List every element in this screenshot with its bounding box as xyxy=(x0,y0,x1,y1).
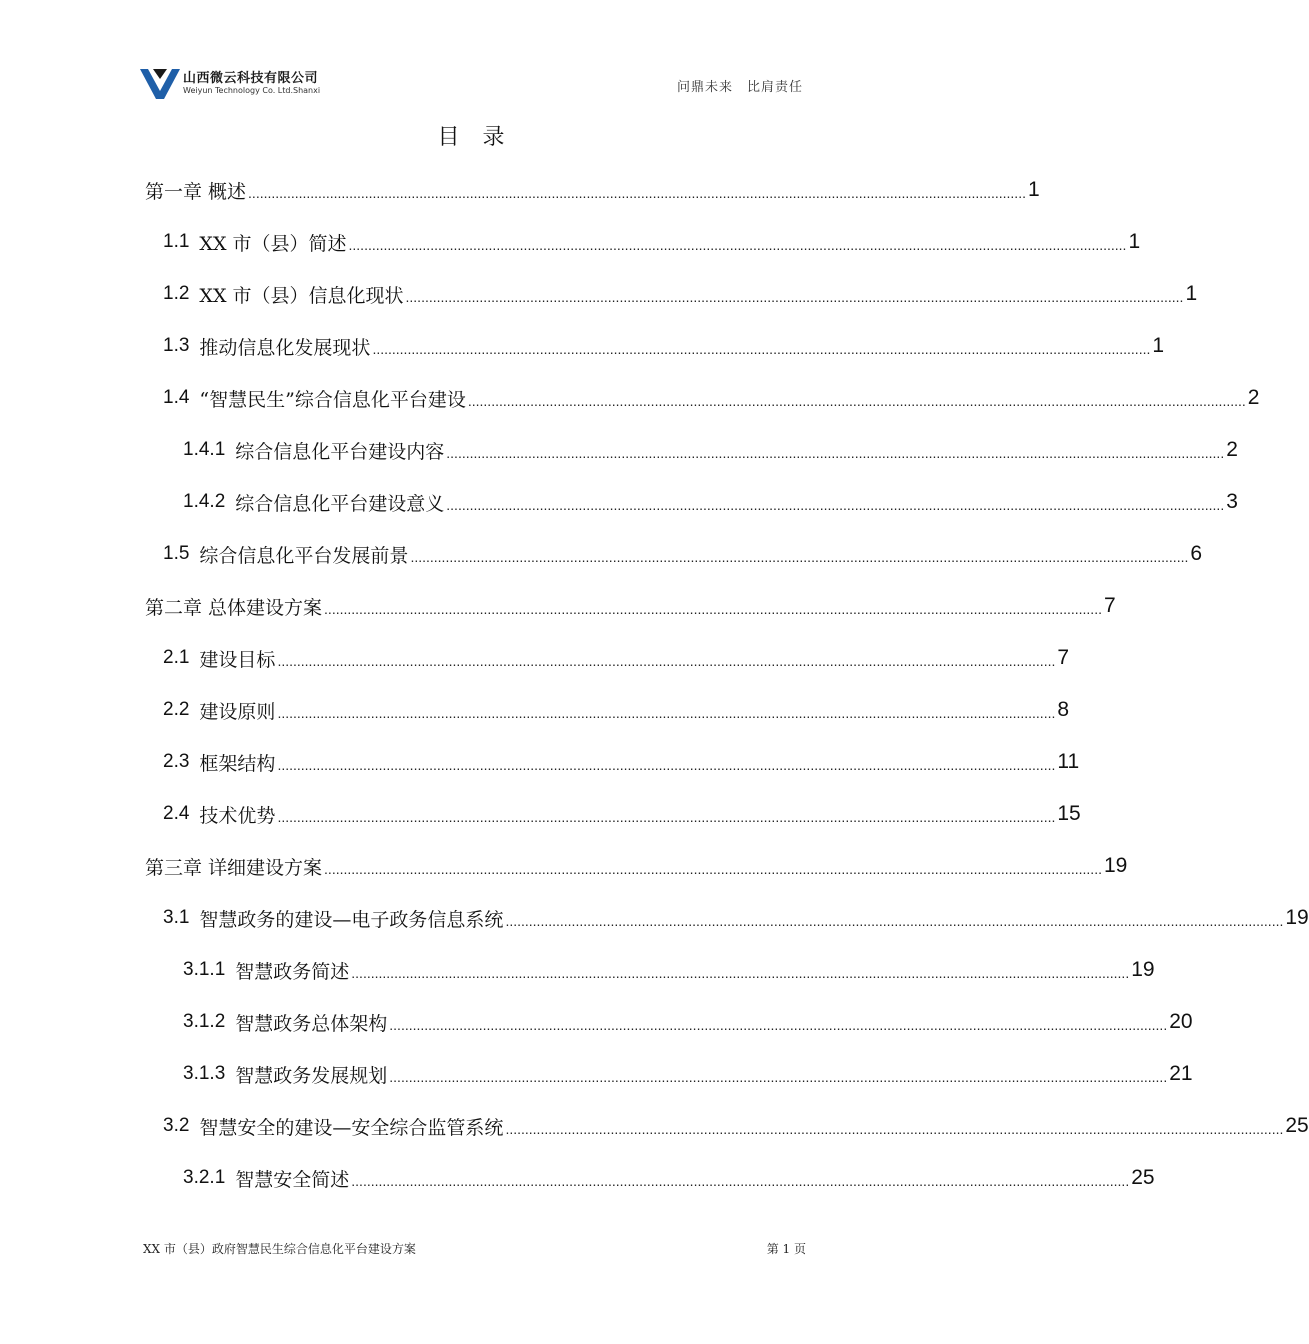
toc-dot-leader: ........................................................................................................................................................................................................ xyxy=(389,1016,1168,1033)
toc-entry-label: 综合信息化平台发展前景 xyxy=(199,544,409,567)
toc-entry-label: 框架结构 xyxy=(199,752,276,775)
toc-dot-leader: ........................................................................................................................................................................................................ xyxy=(446,444,1225,461)
toc-dot-leader: ........................................................................................................................................................................................................ xyxy=(405,288,1184,305)
toc-entry[interactable] xyxy=(183,476,1238,528)
toc-dot-leader: ........................................................................................................................................................................................................ xyxy=(351,1172,1130,1189)
toc-entry-number: 2.2 xyxy=(163,699,190,720)
toc-dot-leader: ........................................................................................................................................................................................................ xyxy=(324,860,1102,877)
toc-entry-page: 11 xyxy=(1057,750,1080,773)
toc-entry-page: 21 xyxy=(1169,1062,1193,1085)
footer-page-number: 第 1 页 xyxy=(766,1242,806,1256)
page-header xyxy=(140,64,805,104)
toc-entry-page: 3 xyxy=(1226,490,1238,513)
toc-entry-number: 1.5 xyxy=(163,543,190,564)
toc-entry-page: 2 xyxy=(1226,438,1238,461)
toc-entry-number: 3.1 xyxy=(163,907,190,928)
toc-entry[interactable] xyxy=(145,580,1116,632)
company-name-en: Weiyun Technology Co. Ltd.Shanxi xyxy=(183,86,321,95)
toc-entry-page: 1 xyxy=(1128,230,1141,253)
toc-entry[interactable] xyxy=(145,164,1040,216)
toc-entry-number: 1.4.2 xyxy=(183,491,226,512)
toc-dot-leader: ........................................................................................................................................................................................................ xyxy=(446,496,1225,513)
toc-entry-number: 3.1.1 xyxy=(183,959,226,980)
toc-entry-number: 2.3 xyxy=(163,751,190,772)
toc-entry-label: 第一章 概述 xyxy=(145,180,247,203)
toc-entry-page: 1 xyxy=(1152,334,1165,357)
toc-entry-label: 智慧政务总体架构 xyxy=(235,1012,388,1035)
toc-entry[interactable] xyxy=(163,216,1141,268)
toc-entry[interactable] xyxy=(163,892,1309,944)
toc-entry-number: 1.2 xyxy=(163,283,190,304)
toc-entry-label: 智慧政务简述 xyxy=(235,960,350,983)
toc-entry[interactable] xyxy=(163,788,1081,840)
toc-entry-page: 25 xyxy=(1285,1114,1309,1137)
page-footer xyxy=(143,1240,806,1260)
toc-entry[interactable] xyxy=(163,736,1080,788)
toc-entry-label: 智慧政务的建设—电子政务信息系统 xyxy=(199,908,504,931)
toc-entry-label: 技术优势 xyxy=(199,804,276,827)
toc-title: 目 录 xyxy=(437,125,513,150)
toc-entry-page: 15 xyxy=(1057,802,1081,825)
toc-entry-number: 3.2 xyxy=(163,1115,190,1136)
toc-entry-number: 2.1 xyxy=(163,647,190,668)
footer-document-title: XX 市（县）政府智慧民生综合信息化平台建设方案 xyxy=(143,1242,416,1256)
toc-entry-number: 3.2.1 xyxy=(183,1167,226,1188)
header-slogan: 问鼎未来 比肩责任 xyxy=(676,80,803,95)
toc-entry-page: 8 xyxy=(1057,698,1070,721)
toc-dot-leader: ........................................................................................................................................................................................................ xyxy=(277,756,1056,773)
toc-entry-label: 建设原则 xyxy=(199,700,276,723)
toc-entry-number: 1.4 xyxy=(163,387,190,408)
toc-entry-number: 1.3 xyxy=(163,335,190,356)
toc-dot-leader: ........................................................................................................................................................................................................ xyxy=(324,600,1102,617)
toc-dot-leader: ........................................................................................................................................................................................................ xyxy=(410,548,1189,565)
company-name-cn: 山西微云科技有限公司 xyxy=(183,71,319,86)
toc-dot-leader: ........................................................................................................................................................................................................ xyxy=(277,704,1056,721)
toc-entry[interactable] xyxy=(183,996,1193,1048)
toc-entry[interactable] xyxy=(183,1048,1193,1100)
toc-dot-leader: ........................................................................................................................................................................................................ xyxy=(277,808,1056,825)
toc-entry-page: 6 xyxy=(1190,542,1203,565)
toc-entry-page: 1 xyxy=(1185,282,1198,305)
toc-entry[interactable] xyxy=(163,632,1070,684)
toc-entry-label: 智慧安全的建设—安全综合监管系统 xyxy=(199,1116,504,1139)
toc-entry-label: 智慧安全简述 xyxy=(235,1168,350,1191)
toc-entry-page: 19 xyxy=(1285,906,1309,929)
toc-entry[interactable] xyxy=(163,528,1203,580)
toc-entry-label: 推动信息化发展现状 xyxy=(199,336,371,359)
toc-entry[interactable] xyxy=(163,372,1260,424)
toc-entry[interactable] xyxy=(145,840,1128,892)
toc-entry[interactable] xyxy=(183,1152,1155,1204)
toc-entry-label: 第二章 总体建设方案 xyxy=(145,596,323,619)
toc-entry-page: 19 xyxy=(1131,958,1155,981)
toc-entry-number: 2.4 xyxy=(163,803,190,824)
toc-entry-label: XX 市（县）信息化现状 xyxy=(199,284,404,307)
toc-entry-page: 7 xyxy=(1057,646,1070,669)
toc-entry-number: 1.4.1 xyxy=(183,439,226,460)
toc-dot-leader: ........................................................................................................................................................................................................ xyxy=(467,392,1246,409)
toc-dot-leader: ........................................................................................................................................................................................................ xyxy=(348,236,1127,253)
toc-dot-leader: ........................................................................................................................................................................................................ xyxy=(372,340,1151,357)
toc-dot-leader: ........................................................................................................................................................................................................ xyxy=(248,184,1026,201)
toc-entry-page: 1 xyxy=(1027,178,1040,201)
toc-entry[interactable] xyxy=(163,268,1198,320)
toc-entry[interactable] xyxy=(163,1100,1309,1152)
toc-entry-label: 第三章 详细建设方案 xyxy=(145,856,323,879)
toc-entry-label: “智慧民生”综合信息化平台建设 xyxy=(199,388,466,411)
toc-entry-label: 建设目标 xyxy=(199,648,276,671)
toc-dot-leader: ........................................................................................................................................................................................................ xyxy=(505,912,1284,929)
toc-entry-number: 1.1 xyxy=(163,231,190,252)
toc-entry[interactable] xyxy=(183,944,1155,996)
toc-entry-label: 综合信息化平台建设意义 xyxy=(235,492,445,515)
toc-entry[interactable] xyxy=(163,684,1070,736)
toc-entry-label: 综合信息化平台建设内容 xyxy=(235,440,445,463)
toc-entry-number: 3.1.3 xyxy=(183,1063,226,1084)
toc-entry-page: 19 xyxy=(1103,854,1128,877)
toc-dot-leader: ........................................................................................................................................................................................................ xyxy=(505,1120,1284,1137)
toc-dot-leader: ........................................................................................................................................................................................................ xyxy=(389,1068,1168,1085)
toc-entry-label: XX 市（县）简述 xyxy=(199,232,347,255)
toc-entry-page: 20 xyxy=(1169,1010,1193,1033)
toc-entry-label: 智慧政务发展规划 xyxy=(235,1064,388,1087)
toc-entry-page: 2 xyxy=(1247,386,1260,409)
toc-entry[interactable] xyxy=(183,424,1238,476)
toc-entry[interactable] xyxy=(163,320,1165,372)
toc-dot-leader: ........................................................................................................................................................................................................ xyxy=(351,964,1130,981)
toc-entry-number: 3.1.2 xyxy=(183,1011,226,1032)
company-logo xyxy=(140,64,350,104)
toc-entry-page: 25 xyxy=(1131,1166,1155,1189)
toc-entry-page: 7 xyxy=(1103,594,1116,617)
weiyun-logo-icon xyxy=(140,67,180,101)
toc-dot-leader: ........................................................................................................................................................................................................ xyxy=(277,652,1056,669)
